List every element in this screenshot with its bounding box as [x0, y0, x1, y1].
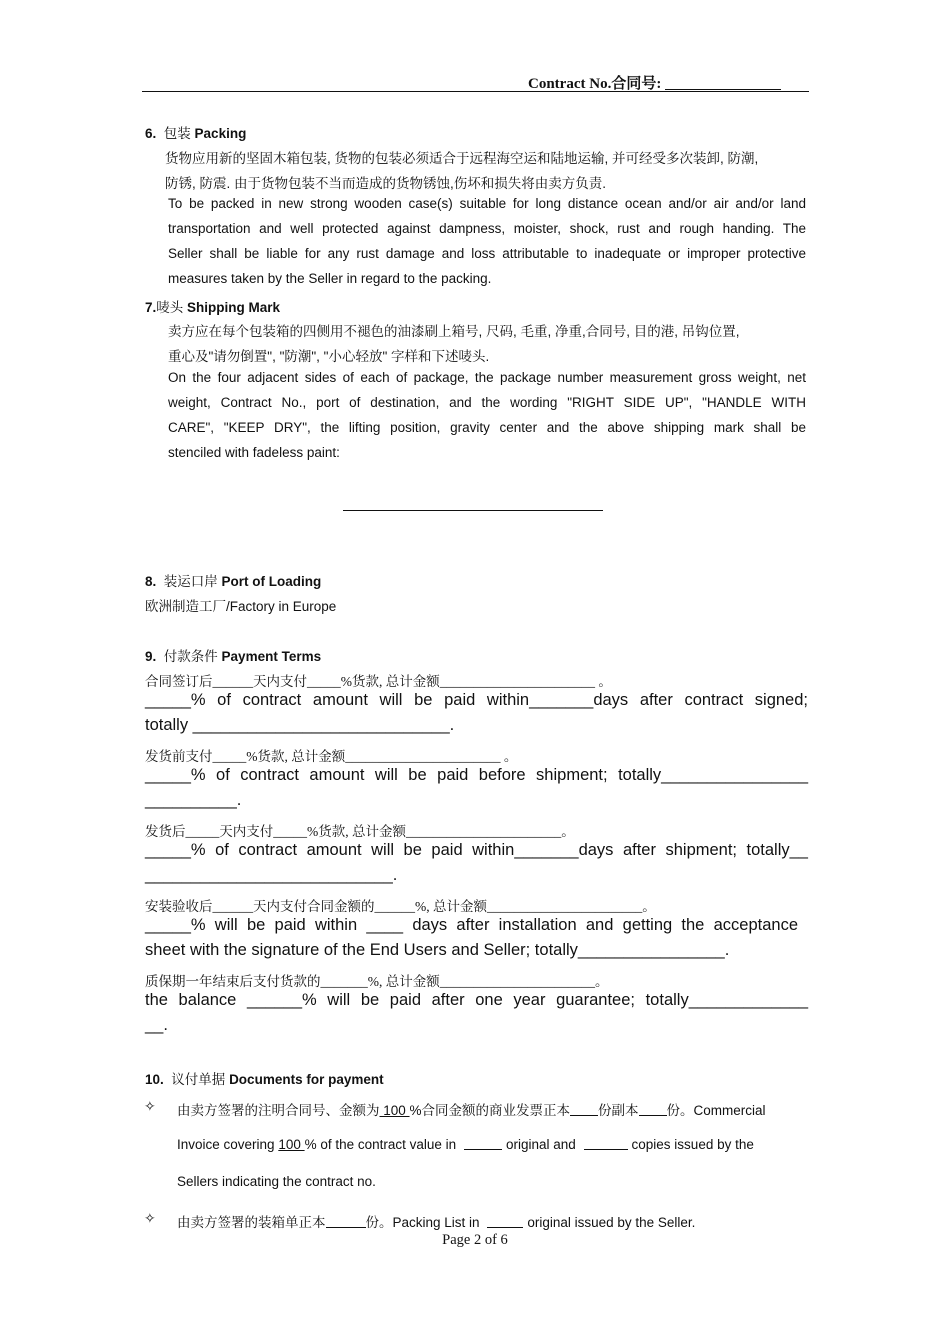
- payment-zh-5: 质保期一年结束后支付货款的_______%, 总计金额_______________________。: [145, 974, 609, 989]
- payment-en-3a: _____% of contract amount will be paid within_______days after shipment; totally__: [145, 841, 808, 859]
- section-7-en-line-2: weight, Contract No., port of destination, and the wording "RIGHT SIDE UP", "HANDLE WITH: [168, 395, 806, 410]
- payment-en-1b: totally ____________________________.: [145, 716, 455, 734]
- page-number: Page 2 of 6: [442, 1232, 508, 1248]
- payment-zh-3: 发货后_____天内支付_____%货款, 总计金额_______________________。: [145, 824, 575, 839]
- section-7-en-line-4: stenciled with fadeless paint:: [168, 445, 340, 460]
- payment-en-1a: _____% of contract amount will be paid within_______days after contract signed;: [145, 691, 808, 709]
- section-6-zh-line-2: 防锈, 防震. 由于货物包装不当而造成的货物锈蚀,伤坏和损失将由卖方负责.: [165, 176, 607, 191]
- contract-number-blank[interactable]: [665, 75, 781, 90]
- invoice-line-2: Invoice covering 100 % of the contract value in original and copies issued by the: [177, 1137, 754, 1152]
- section-6-en-line-1: To be packed in new strong wooden case(s) suitable for long distance ocean and/or air and/or land: [168, 196, 806, 211]
- invoice-line-1: 由卖方签署的注明合同号、金额为 100 %合同金额的商业发票正本 份副本 份。Commercial: [177, 1103, 766, 1118]
- section-6-en-line-2: transportation and well protected against dampness, moister, shock, rust and rough handing. The: [168, 221, 806, 236]
- payment-en-3b: ___________________________.: [145, 866, 398, 884]
- section-6-heading: 6. 包装 Packing: [145, 126, 247, 141]
- payment-zh-4: 安装验收后______天内支付合同金额的______%, 总计金额_______________________。: [145, 899, 656, 914]
- port-of-loading-value: 欧洲制造工厂/Factory in Europe: [145, 599, 337, 614]
- contract-number-label: Contract No.合同号:: [528, 72, 781, 93]
- section-7-zh-line-2: 重心及"请勿倒置", "防潮", "小心轻放" 字样和下述唛头.: [168, 349, 490, 364]
- payment-en-4b: sheet with the signature of the End Users and Seller; totally________________.: [145, 941, 730, 959]
- section-10-heading: 10. 议付单据 Documents for payment: [145, 1072, 384, 1087]
- invoice-line-3: Sellers indicating the contract no.: [177, 1174, 376, 1189]
- payment-zh-1: 合同签订后______天内支付_____%货款, 总计金额_______________________ 。: [145, 674, 612, 689]
- section-7-en-line-3: CARE", "KEEP DRY", the lifting position, gravity center and the above shipping mark shall be: [168, 420, 806, 435]
- bullet-diamond-icon-2: ✧: [144, 1210, 156, 1226]
- section-6-en-line-4: measures taken by the Seller in regard to the packing.: [168, 271, 492, 286]
- header-rule: [142, 91, 809, 92]
- section-7-en-line-1: On the four adjacent sides of each of package, the package number measurement gross weight, net: [168, 370, 806, 385]
- payment-en-2a: _____% of contract amount will be paid before shipment; totally________________: [145, 766, 808, 784]
- section-8-heading: 8. 装运口岸 Port of Loading: [145, 574, 322, 589]
- payment-en-2b: __________.: [145, 791, 242, 809]
- section-6-zh-line-1: 货物应用新的坚固木箱包装, 货物的包装必须适合于远程海空运和陆地运输, 并可经受多次装卸, 防潮,: [165, 151, 759, 166]
- payment-en-5a: the balance ______% will be paid after one year guarantee; totally_____________: [145, 991, 808, 1009]
- shipping-mark-blank[interactable]: [343, 510, 603, 511]
- section-7-heading: 7.唛头 Shipping Mark: [145, 300, 281, 315]
- section-7-zh-line-1: 卖方应在每个包装箱的四侧用不褪色的油漆刷上箱号, 尺码, 毛重, 净重,合同号, 目的港, 吊钩位置,: [168, 324, 740, 339]
- payment-en-5b: __.: [145, 1016, 168, 1034]
- section-9-heading: 9. 付款条件 Payment Terms: [145, 649, 322, 664]
- bullet-diamond-icon: ✧: [144, 1098, 156, 1114]
- payment-en-4a: _____% will be paid within ____ days after installation and getting the acceptance: [145, 916, 798, 934]
- packing-list-line: 由卖方签署的装箱单正本 份。Packing List in original issued by the Seller.: [177, 1215, 696, 1230]
- section-6-en-line-3: Seller shall be liable for any rust damage and loss attributable to inadequate or improper protective: [168, 246, 806, 261]
- payment-zh-2: 发货前支付_____%货款, 总计金额_______________________ 。: [145, 749, 518, 764]
